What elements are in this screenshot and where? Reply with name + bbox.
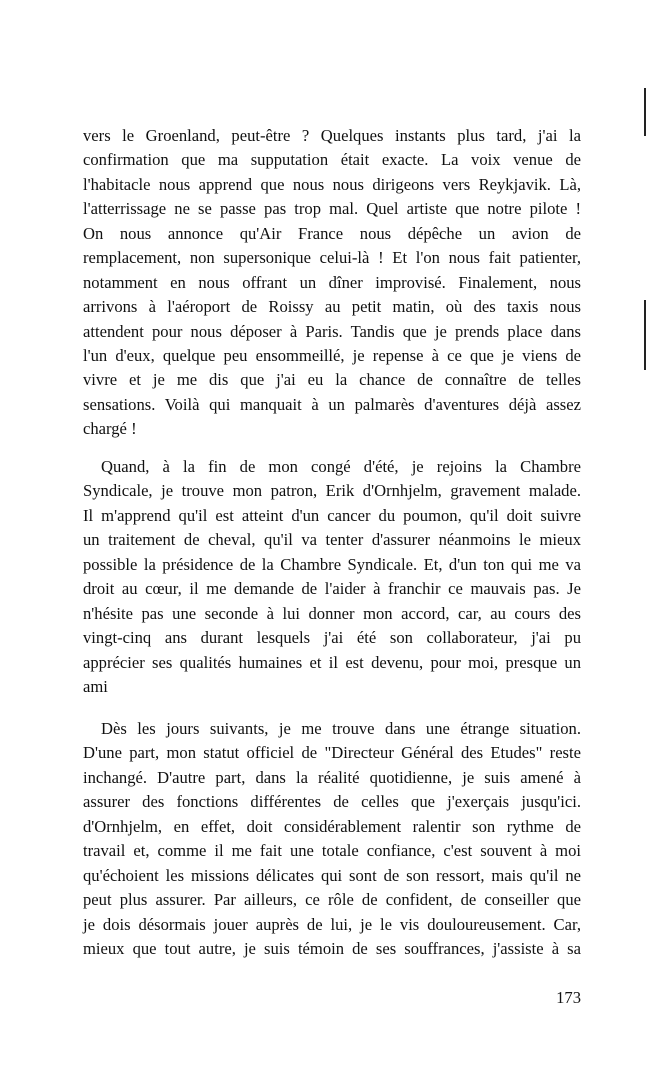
text-line: vivre et je me dis que j'ai eu la chance de connaître de telles	[83, 370, 581, 390]
text-line: mieux que tout autre, je suis témoin de ses souffrances, j'assiste à sa	[83, 938, 581, 958]
text-line: vers le Groenland, peut-être ? Quelques instants plus tard, j'ai la	[83, 126, 581, 145]
text-line: n'hésite pas une seconde à lui donner mon accord, car, au cours des	[83, 603, 581, 623]
scan-margin-mark	[644, 88, 646, 136]
text-line: Syndicale, je trouve mon patron, Erik d'Ornhjelm, gravement malade.	[83, 481, 581, 501]
text-line: ami	[83, 676, 108, 696]
text-line: remplacement, non supersonique celui-là ! Et l'on nous fait patienter,	[83, 248, 581, 268]
text-line: notamment en nous offrant un dîner improvisé. Finalement, nous	[83, 272, 581, 292]
text-line: vingt-cinq ans durant lesquels j'ai été son collaborateur, j'ai pu	[83, 628, 581, 648]
text-line: peut plus assurer. Par ailleurs, ce rôle de confident, de conseiller que	[83, 890, 581, 910]
text-line: travail et, comme il me fait une totale confiance, c'est souvent à moi	[83, 841, 581, 861]
text-line: confirmation que ma supputation était exacte. La voix venue de	[83, 150, 581, 170]
text-line: l'habitacle nous apprend que nous nous dirigeons vers Reykjavik. Là,	[83, 174, 581, 194]
text-line: Dès les jours suivants, je me trouve dans une étrange situation.	[101, 719, 581, 738]
text-line: l'un d'eux, quelque peu ensommeillé, je repense à ce que je viens de	[83, 345, 581, 365]
text-line: je dois désormais jouer auprès de lui, je le vis douloureusement. Car,	[83, 914, 581, 934]
text-line: qu'échoient les missions délicates qui sont de son ressort, mais qu'il ne	[83, 865, 581, 885]
text-line: droit au cœur, il me demande de l'aider à franchir ce mauvais pas. Je	[83, 579, 581, 599]
text-line: possible la présidence de la Chambre Syndicale. Et, d'un ton qui me va	[83, 554, 581, 574]
paragraph-3	[83, 717, 581, 961]
text-line: Quand, à la fin de mon congé d'été, je rejoins la Chambre	[101, 457, 581, 476]
text-line: assurer des fonctions différentes de celles que j'exerçais jusqu'ici.	[83, 792, 581, 812]
text-line: Il m'apprend qu'il est atteint d'un cancer du poumon, qu'il doit suivre	[83, 505, 581, 525]
text-line: un traitement de cheval, qu'il va tenter d'assurer néanmoins le mieux	[83, 530, 581, 550]
text-line: sensations. Voilà qui manquait à un palmarès d'aventures déjà assez	[83, 394, 581, 414]
text-line: apprécier ses qualités humaines et il est devenu, pour moi, presque un	[83, 652, 581, 672]
text-line: d'Ornhjelm, en effet, doit considérablement ralentir son rythme de	[83, 816, 581, 836]
text-line: attendent pour nous déposer à Paris. Tandis que je prends place dans	[83, 321, 581, 341]
scan-margin-mark	[644, 300, 646, 370]
page-number: 173	[556, 988, 581, 1007]
text-line: l'atterrissage ne se passe pas trop mal. Quel artiste que notre pilote !	[83, 199, 581, 219]
text-line: chargé !	[83, 419, 137, 439]
paragraph-2	[83, 455, 581, 699]
paragraph-1	[83, 124, 581, 442]
text-line: D'une part, mon statut officiel de "Directeur Général des Etudes" reste	[83, 743, 581, 763]
text-line: inchangé. D'autre part, dans la réalité quotidienne, je suis amené à	[83, 767, 581, 787]
text-line: On nous annonce qu'Air France nous dépêche un avion de	[83, 223, 581, 243]
text-line: arrivons à l'aéroport de Roissy au petit matin, où des taxis nous	[83, 297, 581, 317]
